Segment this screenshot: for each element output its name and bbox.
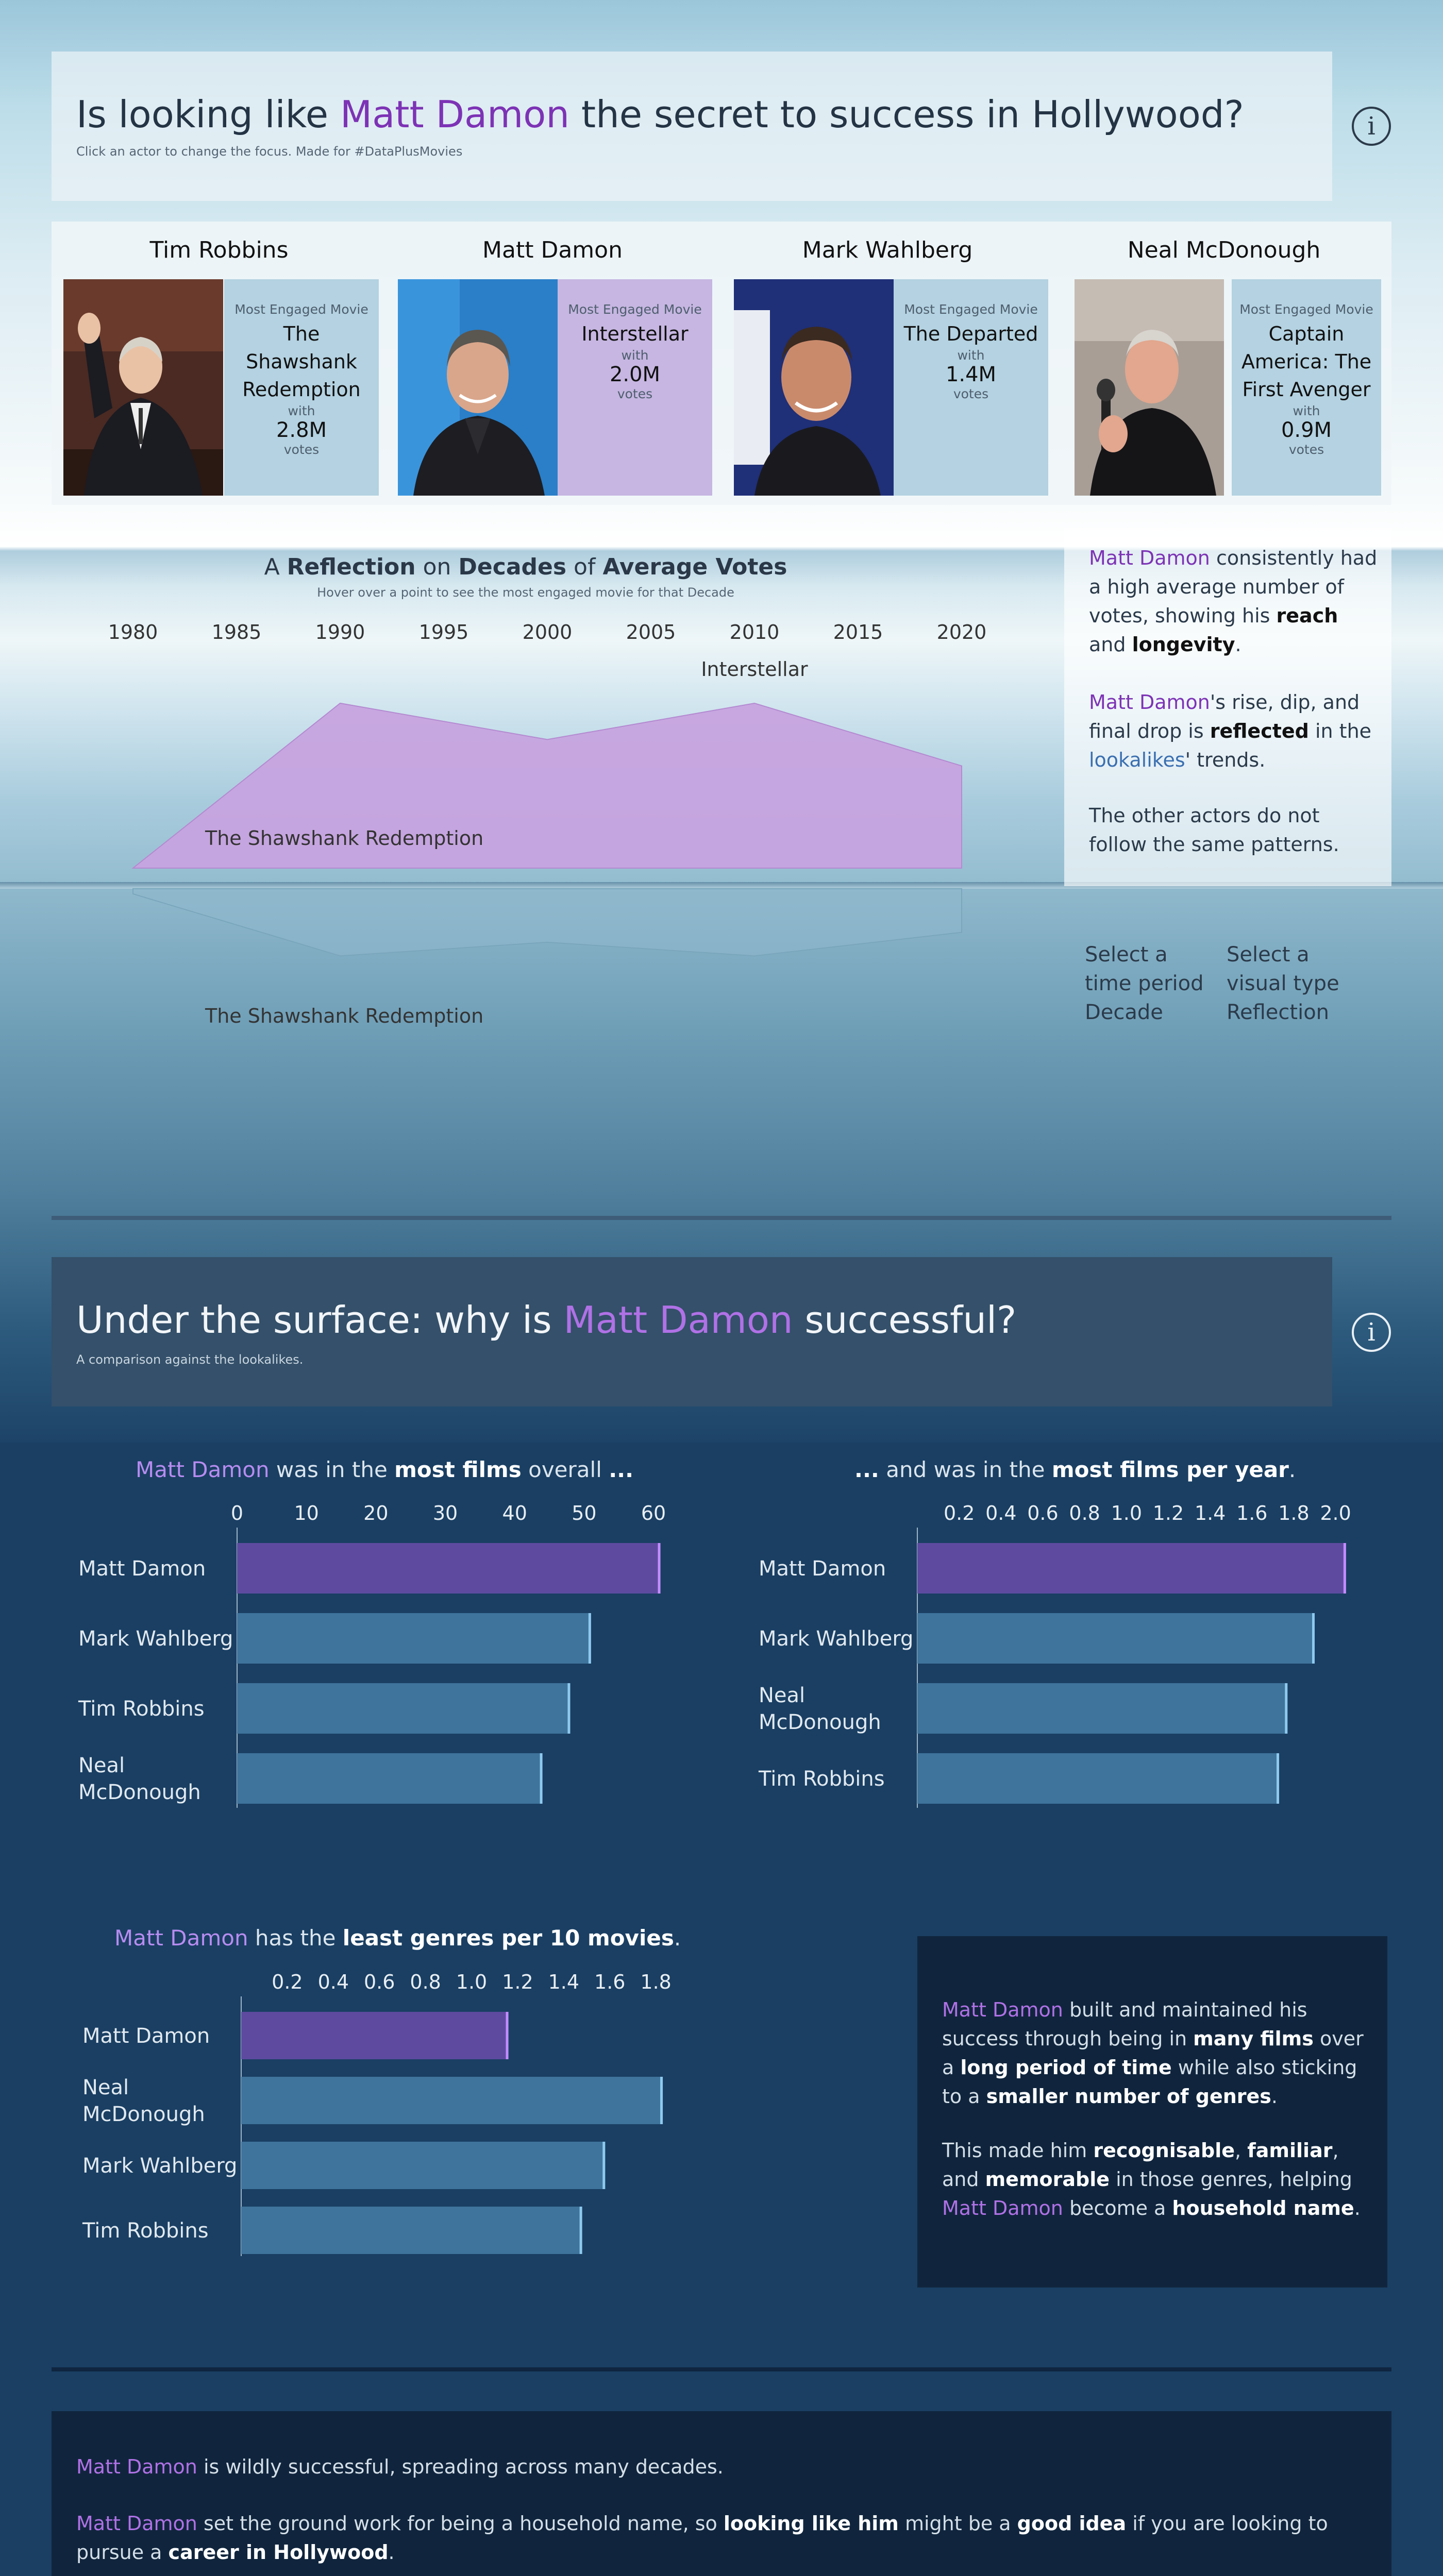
votes-unit: votes [283, 442, 320, 457]
x-tick-label: 0.2 [943, 1502, 975, 1524]
area-annotation: The Shawshank Redemption [205, 827, 484, 850]
text: . [1235, 633, 1241, 656]
x-tick-label: 2.0 [1320, 1502, 1351, 1524]
text: consistently had a high average number of votes, showing his [1089, 547, 1378, 627]
category-label: Tim Robbins [759, 1767, 885, 1791]
actor-name: Neal McDonough [1127, 237, 1321, 263]
genres-chart-title [114, 1925, 681, 1951]
bar [237, 1613, 591, 1664]
text: and was in the [879, 1457, 1052, 1482]
text: reach [1276, 604, 1338, 627]
peak-annotation: Interstellar [701, 658, 808, 681]
most-engaged-movie: The Departed [903, 323, 1038, 345]
text: built and maintained his success through being in [942, 1998, 1307, 2050]
x-tick-label: 2005 [626, 621, 676, 643]
text: household name [1172, 2197, 1354, 2219]
visual-type-value[interactable]: Reflection [1227, 1001, 1330, 1024]
text: least genres per 10 movies [342, 1925, 674, 1951]
bar-cap [580, 2207, 582, 2254]
x-tick-label: 1995 [418, 621, 469, 643]
text: while also sticking to a [942, 2056, 1357, 2108]
x-tick-label: 2015 [833, 621, 883, 643]
x-tick-label: 1.8 [1278, 1502, 1310, 1524]
text: memorable [985, 2168, 1110, 2191]
decades-paragraph-2 [1089, 688, 1378, 774]
x-tick-label: 30 [432, 1502, 458, 1524]
reflection-chart-title [103, 554, 948, 600]
most-engaged-movie: Captain America: The First Avenger [1241, 323, 1372, 401]
most-engaged-panel [224, 279, 379, 496]
actor-highlight: Matt Damon [1089, 691, 1210, 714]
x-tick-label: 0 [230, 1502, 244, 1524]
x-tick-label: 60 [641, 1502, 666, 1524]
x-tick-label: 2000 [522, 621, 573, 643]
bar-cap [1285, 1683, 1287, 1734]
category-label: Matt Damon [82, 2024, 210, 2048]
text: . [1288, 1457, 1296, 1482]
visual-type-label: Select a visual type [1227, 943, 1339, 995]
category-label: Matt Damon [759, 1557, 886, 1581]
time-period-control[interactable] [1085, 940, 1219, 1027]
section-divider [52, 1216, 1391, 1220]
text: looking like him [723, 2512, 899, 2535]
actor-highlight: Matt Damon [942, 2197, 1063, 2219]
bar-cap [660, 2077, 663, 2124]
bar [237, 1753, 543, 1804]
title-part: of [566, 554, 603, 580]
bar-cap [1312, 1613, 1315, 1664]
text: ... [609, 1457, 634, 1482]
actor-highlight: Matt Damon [76, 2455, 197, 2478]
title-part: A [264, 554, 287, 580]
text: smaller number of genres [986, 2085, 1271, 2108]
x-tick-label: 2010 [729, 621, 780, 643]
category-label: McDonough [78, 1781, 201, 1804]
x-tick-label: 1.6 [594, 1971, 626, 1993]
category-label: Matt Damon [78, 1557, 206, 1581]
category-label: McDonough [759, 1710, 881, 1734]
bar [241, 2012, 509, 2059]
x-tick-label: 1990 [315, 621, 365, 643]
x-tick-label: 1.4 [1194, 1502, 1226, 1524]
title-pre: Is looking like [76, 93, 340, 136]
text: ... [854, 1457, 879, 1482]
x-tick-label: 1.6 [1236, 1502, 1268, 1524]
votes-value: 2.0M [609, 363, 661, 386]
category-label: Neal [82, 2076, 129, 2099]
text: over a [942, 2027, 1364, 2079]
most-engaged-label: Most Engaged Movie [904, 302, 1038, 317]
most-engaged-movie: The Shawshank Redemption [242, 323, 361, 401]
actor-name: Mark Wahlberg [802, 237, 973, 263]
person-waving-photo-icon [63, 279, 223, 496]
conclusion-line-2 [76, 2509, 1365, 2567]
actor-card-mark-wahlberg[interactable] [728, 237, 1047, 401]
category-label: Tim Robbins [78, 1697, 205, 1721]
actor-highlight: Matt Damon [76, 2512, 197, 2535]
bar [241, 2077, 663, 2124]
films-overall-bar-chart[interactable] [67, 1494, 706, 1824]
actor-highlight: Matt Damon [136, 1457, 270, 1482]
decades-text-panel [1064, 528, 1391, 886]
callout-paragraph-2 [942, 2136, 1365, 2223]
title-post: successful? [793, 1298, 1017, 1342]
text: might be a [898, 2512, 1017, 2535]
x-tick-label: 0.6 [363, 1971, 395, 1993]
votes-value: 2.8M [276, 418, 327, 442]
bar-cap [567, 1683, 570, 1734]
text: was in the [269, 1457, 395, 1482]
title-pre: Under the surface: why is [76, 1298, 564, 1342]
decades-paragraph-1 [1089, 544, 1378, 659]
text: recognisable [1093, 2139, 1235, 2162]
bar-cap [589, 1613, 591, 1664]
text: long period of time [960, 2056, 1172, 2079]
title-part: Reflection [287, 554, 416, 580]
x-tick-label: 10 [294, 1502, 319, 1524]
text: ' trends. [1185, 749, 1266, 771]
x-tick-label: 0.4 [985, 1502, 1017, 1524]
most-engaged-label: Most Engaged Movie [234, 302, 368, 317]
title-part: Average Votes [602, 554, 787, 580]
actor-name: Matt Damon [482, 237, 623, 263]
actor-highlight: Matt Damon [114, 1925, 248, 1951]
text: overall [521, 1457, 609, 1482]
with-label: with [957, 348, 985, 363]
actor-card-neal-mcdonough[interactable] [1064, 237, 1384, 457]
category-label: Neal [759, 1684, 806, 1707]
bar-cap [602, 2142, 605, 2189]
section2-title [76, 1298, 1016, 1342]
bar [241, 2142, 605, 2189]
text: good idea [1017, 2512, 1127, 2535]
reflection-annotation: The Shawshank Redemption [205, 1005, 484, 1027]
text: most films per year [1051, 1457, 1289, 1482]
text: career in Hollywood [168, 2541, 389, 2564]
x-tick-label: 1.8 [640, 1971, 672, 1993]
conclusion-panel [52, 2411, 1391, 2576]
bar [917, 1753, 1279, 1804]
category-label: Mark Wahlberg [78, 1627, 233, 1651]
category-label: Mark Wahlberg [759, 1627, 914, 1651]
text: is wildly successful, spreading across many decades. [197, 2455, 724, 2478]
text: in those genres, helping [1110, 2168, 1352, 2191]
text: . [1354, 2197, 1361, 2219]
title-actor-name[interactable]: Matt Damon [340, 93, 569, 136]
bar [237, 1683, 570, 1734]
bar-cap [1277, 1753, 1279, 1804]
bar [241, 2207, 582, 2254]
info-icon[interactable]: i [1352, 1313, 1391, 1352]
bar [237, 1543, 661, 1594]
time-period-value[interactable]: Decade [1085, 1001, 1163, 1024]
category-label: Tim Robbins [82, 2219, 209, 2243]
section2-header-panel [52, 1257, 1332, 1406]
reflection-area-chart[interactable] [0, 608, 1062, 1030]
title-post: the secret to success in Hollywood? [569, 93, 1244, 136]
text: familiar [1247, 2139, 1333, 2162]
text: This made him [942, 2139, 1094, 2162]
person-photo-icon [734, 279, 894, 496]
text: has the [248, 1925, 343, 1951]
most-engaged-panel [894, 279, 1048, 496]
x-tick-label: 1980 [108, 621, 158, 643]
text: in the [1308, 720, 1372, 742]
bar [917, 1543, 1346, 1594]
genres-bar-chart[interactable] [72, 1963, 706, 2282]
section2-subtitle: A comparison against the lookalikes. [76, 1352, 304, 1367]
votes-unit: votes [953, 386, 989, 401]
actor-name: Tim Robbins [149, 237, 289, 263]
x-tick-label: 1.0 [1111, 1502, 1143, 1524]
text: , [1235, 2139, 1248, 2162]
actor-highlight: Matt Damon [1089, 547, 1210, 569]
x-tick-label: 0.6 [1027, 1502, 1059, 1524]
text: . [674, 1925, 681, 1951]
votes-unit: votes [617, 386, 653, 401]
reflection-chart-subtitle: Hover over a point to see the most engaged movie for that Decade [317, 585, 734, 600]
x-tick-label: 1.2 [1152, 1502, 1184, 1524]
actor-highlight: Matt Damon [942, 1998, 1063, 2021]
x-tick-label: 0.4 [317, 1971, 349, 1993]
decades-paragraph-3: The other actors do not follow the same patterns. [1089, 804, 1339, 856]
with-label: with [1293, 403, 1320, 418]
area-reflection [133, 889, 962, 956]
genres-callout-panel [917, 1936, 1387, 2287]
info-icon[interactable]: i [1352, 107, 1391, 146]
category-label: McDonough [82, 2103, 205, 2126]
x-tick-label: 1.4 [548, 1971, 580, 1993]
x-tick-label: 20 [363, 1502, 389, 1524]
text: if you are looking to pursue a [76, 2512, 1328, 2564]
x-tick-label: 1.0 [456, 1971, 488, 1993]
section-divider [52, 2367, 1391, 2371]
conclusion-line-1 [76, 2452, 1365, 2481]
x-tick-label: 40 [502, 1502, 527, 1524]
bar-cap [506, 2012, 509, 2059]
votes-unit: votes [1288, 442, 1324, 457]
actor-card-matt-damon[interactable] [393, 237, 712, 401]
bar [917, 1683, 1287, 1734]
votes-value: 0.9M [1281, 418, 1332, 442]
most-engaged-label: Most Engaged Movie [568, 302, 702, 317]
x-tick-label: 0.8 [1069, 1502, 1100, 1524]
bar-cap [658, 1543, 661, 1594]
bar-cap [1344, 1543, 1346, 1594]
x-tick-label: 2020 [936, 621, 987, 643]
x-tick-label: 1985 [211, 621, 262, 643]
text: most films [394, 1457, 522, 1482]
title-actor-name: Matt Damon [563, 1298, 793, 1342]
most-engaged-movie: Interstellar [581, 323, 689, 345]
bar [917, 1613, 1315, 1664]
text: . [388, 2541, 395, 2564]
callout-paragraph-1 [942, 1995, 1365, 2111]
actor-card-tim-robbins[interactable] [59, 237, 379, 457]
most-engaged-label: Most Engaged Movie [1239, 302, 1373, 317]
most-engaged-panel [1232, 279, 1381, 496]
person-mic-photo-icon [1075, 279, 1224, 496]
with-label: with [621, 348, 649, 363]
text: become a [1063, 2197, 1172, 2219]
x-tick-label: 0.8 [410, 1971, 441, 1993]
visual-type-control[interactable] [1227, 940, 1361, 1027]
category-label: Mark Wahlberg [82, 2154, 238, 2178]
films-per-year-chart-title [854, 1457, 1296, 1482]
text: many films [1193, 2027, 1314, 2050]
text: longevity [1132, 633, 1235, 656]
x-tick-label: 0.2 [272, 1971, 303, 1993]
title-part: on [415, 554, 459, 580]
text: , and [942, 2139, 1339, 2191]
title-part: Decades [458, 554, 567, 580]
text: reflected [1210, 720, 1309, 742]
votes-value: 1.4M [945, 363, 997, 386]
text: 's rise, dip, and final drop is [1089, 691, 1360, 742]
most-engaged-panel [558, 279, 712, 496]
lookalikes-highlight: lookalikes [1089, 749, 1185, 771]
person-photo-icon [398, 279, 558, 496]
header-panel [52, 52, 1332, 201]
x-tick-label: 1.2 [502, 1971, 533, 1993]
text: . [1271, 2085, 1278, 2108]
page-title [76, 93, 1244, 136]
films-per-year-bar-chart[interactable] [747, 1494, 1391, 1824]
time-period-label: Select a time period [1085, 943, 1204, 995]
category-label: Neal [78, 1754, 125, 1777]
films-chart-title [136, 1457, 633, 1482]
text: and [1089, 633, 1132, 656]
x-tick-label: 50 [572, 1502, 597, 1524]
bar-cap [540, 1753, 543, 1804]
with-label: with [288, 403, 315, 418]
page-subtitle: Click an actor to change the focus. Made for #DataPlusMovies [76, 144, 463, 159]
text: set the ground work for being a household name, so [197, 2512, 724, 2535]
